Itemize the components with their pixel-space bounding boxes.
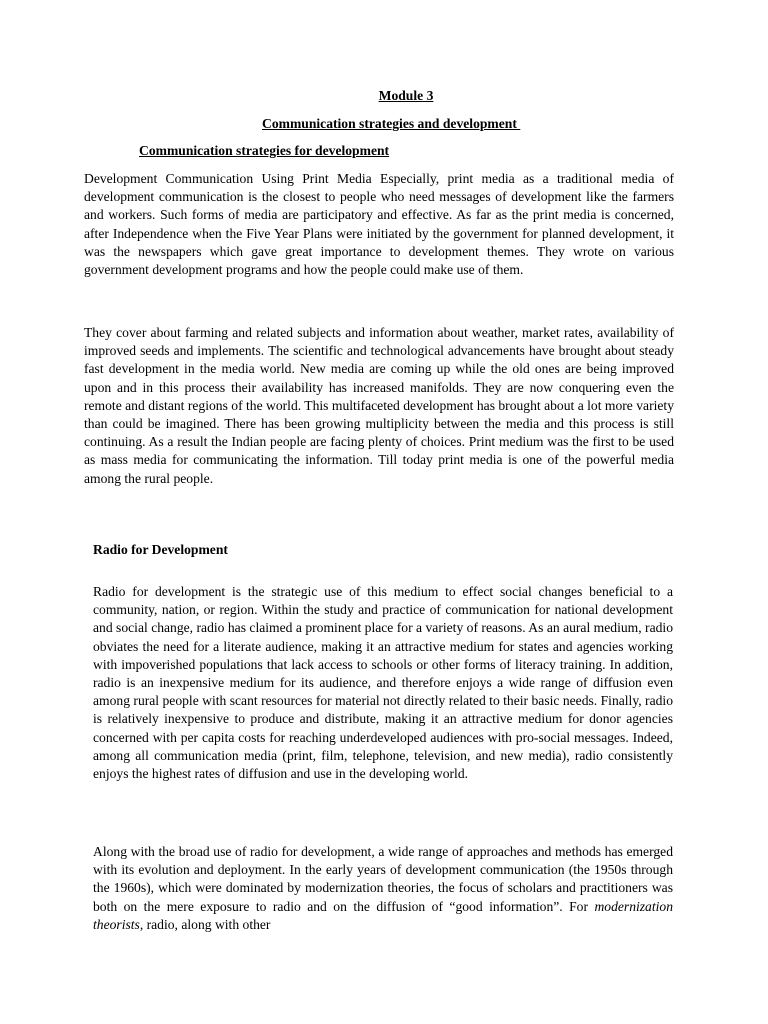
italic-term: modernization theorists <box>93 898 673 932</box>
paragraph-text: Along with the broad use of radio for development, a wide range of approaches and methods has emerged with its evolution and deployment. In the early years of development communication (the 1950s through the 1960s), which were dominated by modernization theories, the focus of scholars and practitioners was both on the mere exposure to radio and on the diffusion of “good information”. For <box>93 844 673 914</box>
paragraph-radio-approaches <box>93 843 673 934</box>
paragraph-text-end: , radio, along with other <box>139 916 271 932</box>
paragraph-farming-coverage: They cover about farming and related subjects and information about weather, market rates, availability of improved seeds and implements. The scientific and technological advancements have brought about steady fast development in the media world. New media are coming up while the old ones are being improved upon and in this process their availability has increased manifolds. They are now conquering even the remote and distant regions of the world. This multifaceted development has brought about a lot more variety than could be imagined. There has been growing multiplicity between the media and this process is still continuing. As a result the Indian people are facing plenty of choices. Print medium was the first to be used as mass media for communicating the information. Till today print media is one of the powerful media among the rural people. <box>84 325 674 486</box>
section-heading-radio: Radio for Development <box>93 542 228 557</box>
module-title: Module 3 <box>378 88 434 103</box>
paragraph-radio-development: Radio for development is the strategic use of this medium to effect social changes beneficial to a community, nation, or region. Within the study and practice of communication for national development and social change, radio has claimed a prominent place for a variety of reasons. As an aural medium, radio obviates the need for a literate audience, making it an attractive medium for states and agencies working with impoverished populations that lack access to schools or other forms of literacy training. In addition, radio is an inexpensive medium for its audience, and therefore enjoys a wide range of diffusion even among rural people with scant resources for material not directly related to their basic needs. Finally, radio is relatively inexpensive to produce and distribute, making it an attractive medium for donor agencies concerned with per capita costs for reaching underdeveloped audiences with pro-social messages. Indeed, among all communication media (print, film, telephone, television, and new media), radio consistently enjoys the highest rates of diffusion and use in the developing world. <box>93 584 673 782</box>
paragraph-print-media: Development Communication Using Print Media Especially, print media as a traditional media of development communication is the closest to people who need messages of development like the farmers and workers. Such forms of media are participatory and effective. As far as the print media is concerned, after Independence when the Five Year Plans were initiated by the government for planned development, it was the newspapers which gave great importance to development themes. They wrote on various government development programs and how the people could make use of them. <box>84 171 674 278</box>
section-heading-strategies: Communication strategies for development <box>139 143 390 158</box>
chapter-title: Communication strategies and development <box>262 116 521 131</box>
